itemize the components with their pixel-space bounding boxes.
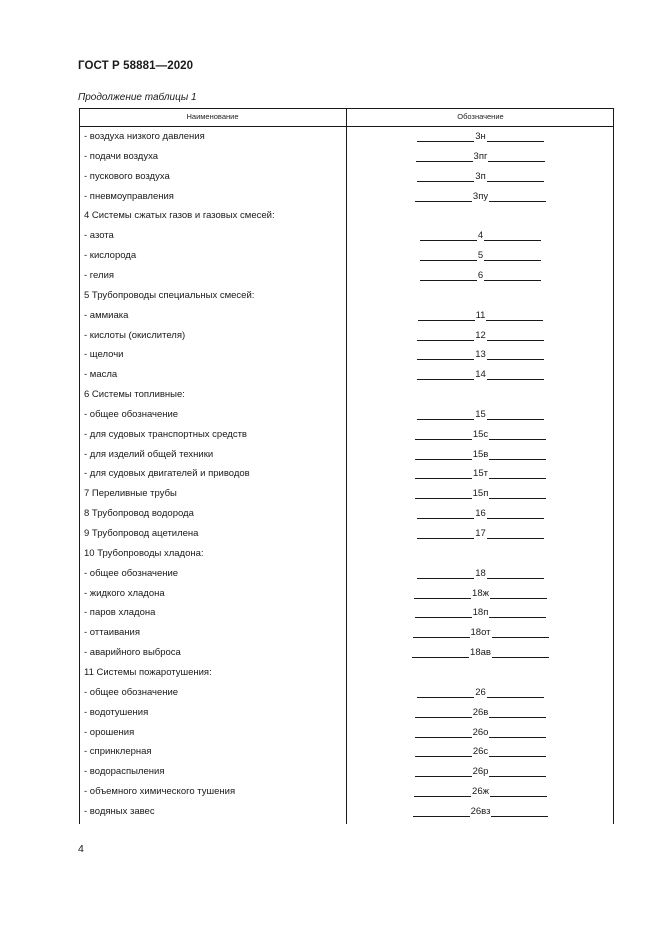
- code-value: 15т: [473, 468, 488, 480]
- row-code: [414, 188, 547, 203]
- code-line-right: [489, 429, 546, 440]
- row-code: [413, 585, 548, 600]
- code-value: 3пг: [473, 150, 488, 162]
- code-line-left: [417, 171, 474, 182]
- code-cell: [347, 168, 614, 188]
- table-row: [79, 803, 614, 823]
- row-name: - водотушения: [84, 706, 149, 718]
- row-name: - аммиака: [84, 309, 129, 321]
- code-line-right: [487, 171, 544, 182]
- table-row: [79, 446, 614, 466]
- row-code: [414, 485, 548, 500]
- table-row: [79, 644, 614, 664]
- code-cell: [347, 565, 614, 585]
- code-value: 4: [477, 230, 484, 242]
- code-line-left: [415, 727, 472, 738]
- row-name: - паров хладона: [84, 607, 156, 619]
- code-cell: [347, 366, 614, 386]
- code-line-left: [415, 449, 472, 460]
- row-name: - гелия: [84, 269, 115, 281]
- code-line-right: [487, 409, 544, 420]
- row-name: 4 Системы сжатых газов и газовых смесей:: [84, 210, 275, 222]
- code-line-left: [417, 330, 474, 341]
- row-name: - оттаивания: [84, 627, 140, 639]
- table-row: [79, 664, 614, 684]
- code-line-left: [417, 349, 474, 360]
- row-name: 11 Системы пожаротушения:: [84, 666, 212, 678]
- table-row: [79, 247, 614, 267]
- code-line-left: [417, 568, 474, 579]
- row-name: - водяных завес: [84, 805, 155, 817]
- row-name: 10 Трубопроводы хладона:: [84, 547, 204, 559]
- code-line-left: [418, 310, 475, 321]
- row-code: [416, 525, 545, 540]
- table-row: [79, 465, 614, 485]
- table-row: [79, 128, 614, 148]
- code-value: 3пу: [472, 190, 489, 202]
- code-value: 26: [475, 686, 486, 698]
- table-row: [79, 227, 614, 247]
- code-cell: [347, 684, 614, 704]
- row-code: [414, 763, 548, 778]
- code-value: 26с: [472, 746, 489, 758]
- row-code: [419, 227, 542, 242]
- code-cell: [347, 307, 614, 327]
- table-row: [79, 386, 614, 406]
- row-code: [416, 346, 545, 361]
- row-name: 8 Трубопровод водорода: [84, 508, 194, 520]
- code-cell: [347, 803, 614, 823]
- code-line-right: [492, 627, 549, 638]
- code-value: 18ав: [470, 647, 491, 659]
- code-cell: [347, 247, 614, 267]
- code-line-left: [412, 647, 469, 658]
- row-name: - пневмоуправления: [84, 190, 174, 202]
- code-value: 15с: [472, 428, 489, 440]
- code-cell: [347, 783, 614, 803]
- table-caption: Продолжение таблицы 1: [78, 92, 197, 103]
- code-value: 15п: [472, 488, 489, 500]
- document-header: ГОСТ Р 58881—2020: [78, 60, 194, 72]
- code-cell: [347, 604, 614, 624]
- code-line-right: [484, 230, 541, 241]
- row-name: 6 Системы топливные:: [84, 389, 185, 401]
- code-value: 26о: [472, 726, 489, 738]
- code-value: 15в: [472, 448, 489, 460]
- table-row: [79, 525, 614, 545]
- code-cell: [347, 148, 614, 168]
- table-row: [79, 704, 614, 724]
- code-cell: [347, 267, 614, 287]
- table-row: [79, 366, 614, 386]
- code-line-right: [489, 607, 546, 618]
- table-row: [79, 287, 614, 307]
- code-line-right: [484, 270, 541, 281]
- code-line-right: [489, 727, 546, 738]
- code-line-left: [417, 508, 474, 519]
- code-value: 17: [475, 528, 486, 539]
- table-row: [79, 188, 614, 208]
- code-line-left: [417, 687, 474, 698]
- row-code: [416, 128, 545, 143]
- row-name: - пускового воздуха: [84, 170, 170, 182]
- code-cell: [347, 327, 614, 347]
- code-line-left: [417, 528, 474, 539]
- code-value: 16: [475, 508, 486, 520]
- code-value: 18: [475, 567, 486, 579]
- code-line-left: [416, 151, 473, 162]
- code-value: 6: [477, 269, 484, 281]
- code-line-left: [417, 131, 474, 142]
- row-code: [416, 565, 545, 580]
- code-line-right: [492, 647, 549, 658]
- row-name: 9 Трубопровод ацетилена: [84, 528, 199, 539]
- code-line-left: [417, 409, 474, 420]
- row-code: [416, 505, 545, 520]
- code-line-right: [490, 588, 547, 599]
- code-line-left: [414, 786, 471, 797]
- row-name: - аварийного выброса: [84, 647, 181, 659]
- code-value: 26в: [472, 706, 489, 718]
- code-value: 13: [475, 349, 486, 361]
- table-row: [79, 168, 614, 188]
- table-row: [79, 307, 614, 327]
- code-line-left: [417, 369, 474, 380]
- table-row: [79, 743, 614, 763]
- code-line-right: [487, 687, 544, 698]
- code-line-left: [415, 746, 472, 757]
- code-line-left: [413, 806, 470, 817]
- code-line-right: [491, 806, 548, 817]
- code-line-right: [489, 707, 546, 718]
- row-code: [414, 704, 548, 719]
- row-code: [416, 327, 545, 342]
- code-line-right: [487, 528, 544, 539]
- code-cell: [347, 465, 614, 485]
- table-row: [79, 565, 614, 585]
- code-line-right: [486, 310, 543, 321]
- code-cell: [347, 724, 614, 744]
- code-line-right: [487, 508, 544, 519]
- row-name: - для судовых транспортных средств: [84, 428, 247, 440]
- row-name: - спринклерная: [84, 746, 152, 758]
- code-line-left: [415, 707, 472, 718]
- row-name: - кислорода: [84, 250, 137, 262]
- code-value: 26р: [472, 766, 489, 778]
- code-line-left: [420, 250, 477, 261]
- row-code: [411, 644, 550, 659]
- code-line-right: [489, 746, 546, 757]
- row-name: - общее обозначение: [84, 686, 179, 698]
- table-row: [79, 346, 614, 366]
- code-line-left: [420, 230, 477, 241]
- code-value: 3н: [475, 131, 486, 142]
- code-line-right: [487, 131, 544, 142]
- code-line-left: [415, 191, 472, 202]
- code-line-left: [413, 627, 470, 638]
- table-row: [79, 406, 614, 426]
- code-cell: [347, 624, 614, 644]
- row-code: [416, 168, 544, 183]
- table-row: [79, 624, 614, 644]
- row-code: [417, 307, 545, 322]
- code-line-left: [415, 766, 472, 777]
- column-header-code: Обозначение: [457, 112, 504, 121]
- row-code: [416, 366, 545, 381]
- code-cell: [347, 704, 614, 724]
- table-row: [79, 485, 614, 505]
- table-row: [79, 545, 614, 565]
- table-row: [79, 207, 614, 227]
- table-row: [79, 426, 614, 446]
- row-name: - общее обозначение: [84, 408, 179, 420]
- code-line-left: [415, 468, 472, 479]
- code-line-left: [414, 588, 471, 599]
- code-line-left: [415, 607, 472, 618]
- table-row: [79, 604, 614, 624]
- row-name: - водораспыления: [84, 766, 165, 778]
- code-line-right: [490, 786, 547, 797]
- code-cell: [347, 763, 614, 783]
- code-value: 26вз: [470, 805, 491, 817]
- code-value: 18п: [472, 607, 489, 619]
- code-cell: [347, 406, 614, 426]
- row-name: 5 Трубопроводы специальных смесей:: [84, 289, 255, 301]
- row-code: [415, 148, 547, 163]
- row-name: - объемного химического тушения: [84, 786, 236, 798]
- row-code: [412, 803, 550, 818]
- code-line-right: [487, 349, 544, 360]
- row-name: - для изделий общей техники: [84, 448, 214, 460]
- table-row: [79, 724, 614, 744]
- row-code: [416, 684, 545, 699]
- code-value: 18ж: [472, 587, 489, 599]
- code-cell: [347, 644, 614, 664]
- code-value: 5: [477, 250, 484, 262]
- table-row: [79, 684, 614, 704]
- code-cell: [347, 585, 614, 605]
- code-cell: [347, 505, 614, 525]
- row-code: [413, 783, 548, 798]
- row-code: [414, 446, 548, 461]
- code-line-right: [489, 449, 546, 460]
- code-line-right: [489, 468, 546, 479]
- code-value: 15: [475, 408, 486, 420]
- table-row: [79, 763, 614, 783]
- row-name: - общее обозначение: [84, 567, 179, 579]
- code-line-right: [489, 191, 546, 202]
- page-number: 4: [78, 843, 84, 855]
- row-name: - воздуха низкого давления: [84, 131, 205, 142]
- row-name: - жидкого хладона: [84, 587, 165, 599]
- code-line-right: [489, 488, 546, 499]
- row-name: - кислоты (окислителя): [84, 329, 186, 341]
- code-value: 3п: [475, 170, 486, 182]
- code-line-right: [488, 151, 545, 162]
- row-name: 7 Переливные трубы: [84, 488, 177, 500]
- code-cell: [347, 525, 614, 545]
- row-name: - подачи воздуха: [84, 150, 159, 162]
- code-cell: [347, 128, 614, 148]
- row-code: [419, 247, 542, 262]
- row-name: - масла: [84, 369, 118, 381]
- row-code: [419, 267, 542, 282]
- row-code: [414, 724, 548, 739]
- row-name: - азота: [84, 230, 114, 242]
- code-line-right: [489, 766, 546, 777]
- code-value: 11: [475, 309, 486, 321]
- row-code: [416, 406, 545, 421]
- code-cell: [347, 446, 614, 466]
- row-code: [414, 743, 547, 758]
- code-cell: [347, 227, 614, 247]
- code-cell: [347, 346, 614, 366]
- code-cell: [347, 743, 614, 763]
- code-line-right: [487, 568, 544, 579]
- table-row: [79, 783, 614, 803]
- row-code: [414, 465, 547, 480]
- code-line-right: [484, 250, 541, 261]
- table-row: [79, 267, 614, 287]
- row-code: [412, 624, 550, 639]
- code-cell: [347, 485, 614, 505]
- row-name: - орошения: [84, 726, 135, 738]
- row-code: [414, 604, 548, 619]
- code-value: 26ж: [472, 786, 489, 798]
- code-value: 18от: [470, 627, 491, 639]
- table-row: [79, 148, 614, 168]
- code-line-left: [415, 429, 472, 440]
- code-line-right: [487, 330, 544, 341]
- code-value: 14: [475, 369, 486, 381]
- code-cell: [347, 426, 614, 446]
- column-header-name: Наименование: [186, 112, 239, 121]
- designation-table: [79, 108, 614, 824]
- row-name: - щелочи: [84, 349, 124, 361]
- table-row: [79, 327, 614, 347]
- code-line-left: [420, 270, 477, 281]
- row-code: [414, 426, 547, 441]
- code-line-left: [415, 488, 472, 499]
- code-value: 12: [475, 329, 486, 341]
- code-cell: [347, 188, 614, 208]
- row-name: - для судовых двигателей и приводов: [84, 468, 250, 480]
- table-row: [79, 505, 614, 525]
- code-line-right: [487, 369, 544, 380]
- table-row: [79, 585, 614, 605]
